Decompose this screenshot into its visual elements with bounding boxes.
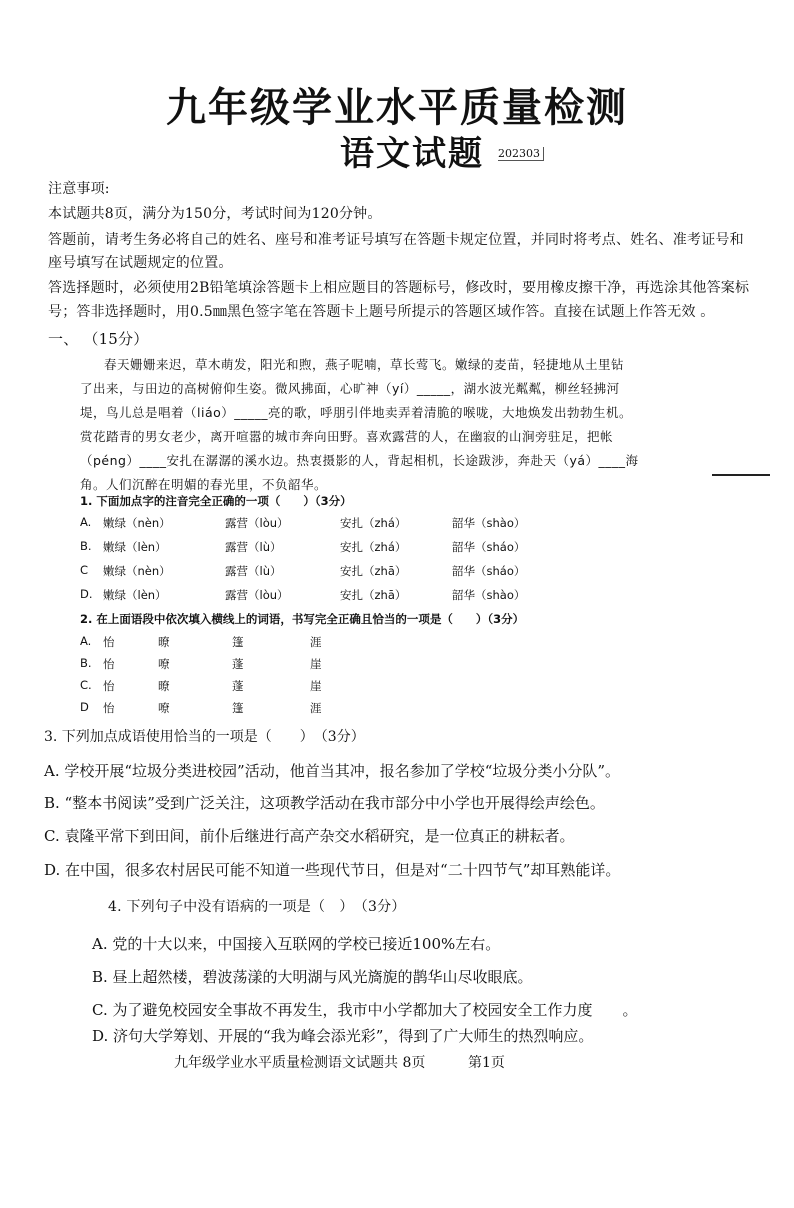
q3-option: C. 袁隆平常下到田间，前仆后继进行高产杂交水稻研究，是一位真正的耕耘者。 xyxy=(44,827,575,845)
q2-option-item: 涯 xyxy=(310,701,322,715)
notes-heading: 注意事项: xyxy=(48,181,110,197)
q2-option-item: 怡 xyxy=(103,635,115,649)
q1-option-item: 韶华（shào） xyxy=(452,516,526,530)
exam-date: 202303 xyxy=(498,147,544,161)
q1-option-item: 韶华（sháo） xyxy=(452,564,526,578)
q2-option-item: 篷 xyxy=(232,701,244,715)
q1-option-item: 露营（lù） xyxy=(225,540,282,554)
q1-option-item: 安扎（zhā） xyxy=(340,564,407,578)
q1-option-item: 嫩绿（nèn） xyxy=(103,516,171,530)
exam-subtitle: 语文试题 xyxy=(340,134,484,174)
q2-stem: 2. 在上面语段中依次填入横线上的词语，书写完全正确且恰当的一项是（ ）（3分） xyxy=(80,612,525,626)
q4-stem: 4. 下列句子中没有语病的一项是（ ） （3分） xyxy=(108,899,406,915)
notes-line: 本试题共8页，满分为150分，考试时间为120分钟。 xyxy=(48,206,382,222)
q3-option: A. 学校开展“垃圾分类进校园”活动，他首当其冲，报名参加了学校“垃圾分类小分队”。 xyxy=(44,762,621,780)
page-number: 第1页 xyxy=(468,1055,505,1071)
passage-line: （péng）____安扎在潺潺的溪水边。热衷摄影的人，背起相机，长途跋涉，奔赴天（yá）____海 xyxy=(80,453,639,468)
q1-option-item: 嫩绿（lèn） xyxy=(103,588,167,602)
q3-option: D. 在中国，很多农村居民可能不知道一些现代节日，但是对“二十四节气”却耳熟能详。 xyxy=(44,861,621,879)
q2-option-label: D xyxy=(80,700,89,714)
passage-line: 赏花踏青的男女老少，离开喧嚣的城市奔向田野。喜欢露营的人，在幽寂的山涧旁驻足，把帐 xyxy=(80,429,614,444)
notes-line: 号；答非选择题时，用0.5㎜黑色签字笔在答题卡上题号所提示的答题区域作答。直接在试题上作答无效 。 xyxy=(48,304,715,320)
exam-title: 九年级学业水平质量检测 xyxy=(166,84,628,131)
q2-option-item: 篷 xyxy=(232,635,244,649)
q1-option-item: 露营（lòu） xyxy=(225,588,289,602)
q3-option: B. “整本书阅读”受到广泛关注，这项教学活动在我市部分中小学也开展得绘声绘色。 xyxy=(44,794,605,812)
q2-option-item: 崖 xyxy=(310,657,322,671)
q2-option-item: 暸 xyxy=(158,679,170,693)
q1-option-item: 安扎（zhā） xyxy=(340,588,407,602)
q2-option-item: 怡 xyxy=(103,679,115,693)
notes-line: 答题前，请考生务必将自己的姓名、座号和准考证号填写在答题卡规定位置，并同时将考点、姓名、准考证号和 xyxy=(48,232,744,248)
notes-line: 座号填写在试题规定的位置。 xyxy=(48,255,233,271)
q2-option-item: 暸 xyxy=(158,635,170,649)
margin-mark xyxy=(712,474,770,476)
q2-option-item: 崖 xyxy=(310,679,322,693)
q1-option-item: 韶华（shào） xyxy=(452,588,526,602)
passage-line: 了出来，与田边的高树俯仰生姿。微风拂面，心旷神（yí）_____，湖水波光粼粼，柳丝轻拂河 xyxy=(80,381,620,396)
q2-option-item: 怡 xyxy=(103,701,115,715)
q1-option-item: 嫩绿（lèn） xyxy=(103,540,167,554)
q1-option-label: A. xyxy=(80,515,92,529)
passage-line: 角。人们沉醉在明媚的春光里，不负韶华。 xyxy=(80,477,328,492)
passage-line: 堤，鸟儿总是唱着（liáo）_____亮的歌，呼朋引伴地卖弄着清脆的喉咙，大地焕发出勃勃生机。 xyxy=(80,405,633,420)
q1-option-item: 安扎（zhá） xyxy=(340,540,407,554)
q1-stem: 1. 下面加点字的注音完全正确的一项（ ）（3分） xyxy=(80,494,352,508)
q1-option-item: 嫩绿（nèn） xyxy=(103,564,171,578)
footer-text: 九年级学业水平质量检测语文试题共 8页 xyxy=(174,1055,426,1071)
q1-option-label: D. xyxy=(80,587,93,601)
q1-option-label: B. xyxy=(80,539,92,553)
q4-option: C. 为了避免校园安全事故不再发生，我市中小学都加大了校园安全工作力度 。 xyxy=(92,1001,638,1019)
section-label: 一、 （15分） xyxy=(48,330,149,348)
q1-option-item: 安扎（zhá） xyxy=(340,516,407,530)
q2-option-label: A. xyxy=(80,634,92,648)
q1-option-item: 露营（lòu） xyxy=(225,516,289,530)
q2-option-item: 嘹 xyxy=(158,701,170,715)
q2-option-label: C. xyxy=(80,678,92,692)
q2-option-item: 蓬 xyxy=(232,657,244,671)
passage-line: 春天姗姗来迟，草木萌发，阳光和煦，燕子呢喃，草长莺飞。嫩绿的麦苗，轻捷地从土里钻 xyxy=(104,357,625,372)
q2-option-item: 蓬 xyxy=(232,679,244,693)
q2-option-label: B. xyxy=(80,656,92,670)
q4-option: A. 党的十大以来，中国接入互联网的学校已接近100%左右。 xyxy=(92,935,501,953)
q1-option-item: 露营（lù） xyxy=(225,564,282,578)
q2-option-item: 怡 xyxy=(103,657,115,671)
q2-option-item: 涯 xyxy=(310,635,322,649)
q4-option: D. 济句大学筹划、开展的“我为峰会添光彩”，得到了广大师生的热烈响应。 xyxy=(92,1027,594,1045)
q2-option-item: 嘹 xyxy=(158,657,170,671)
q4-option: B. 昼上超然楼，碧波荡漾的大明湖与风光旖旎的鹊华山尽收眼底。 xyxy=(92,968,533,986)
q1-option-item: 韶华（sháo） xyxy=(452,540,526,554)
notes-line: 答选择题时，必须使用2B铅笔填涂答题卡上相应题目的答题标号，修改时，要用橡皮擦干净，再选涂其他答案标 xyxy=(48,280,750,296)
q1-option-label: C xyxy=(80,563,89,577)
q3-stem: 3. 下列加点成语使用恰当的一项是（ ） （3分） xyxy=(44,729,365,745)
